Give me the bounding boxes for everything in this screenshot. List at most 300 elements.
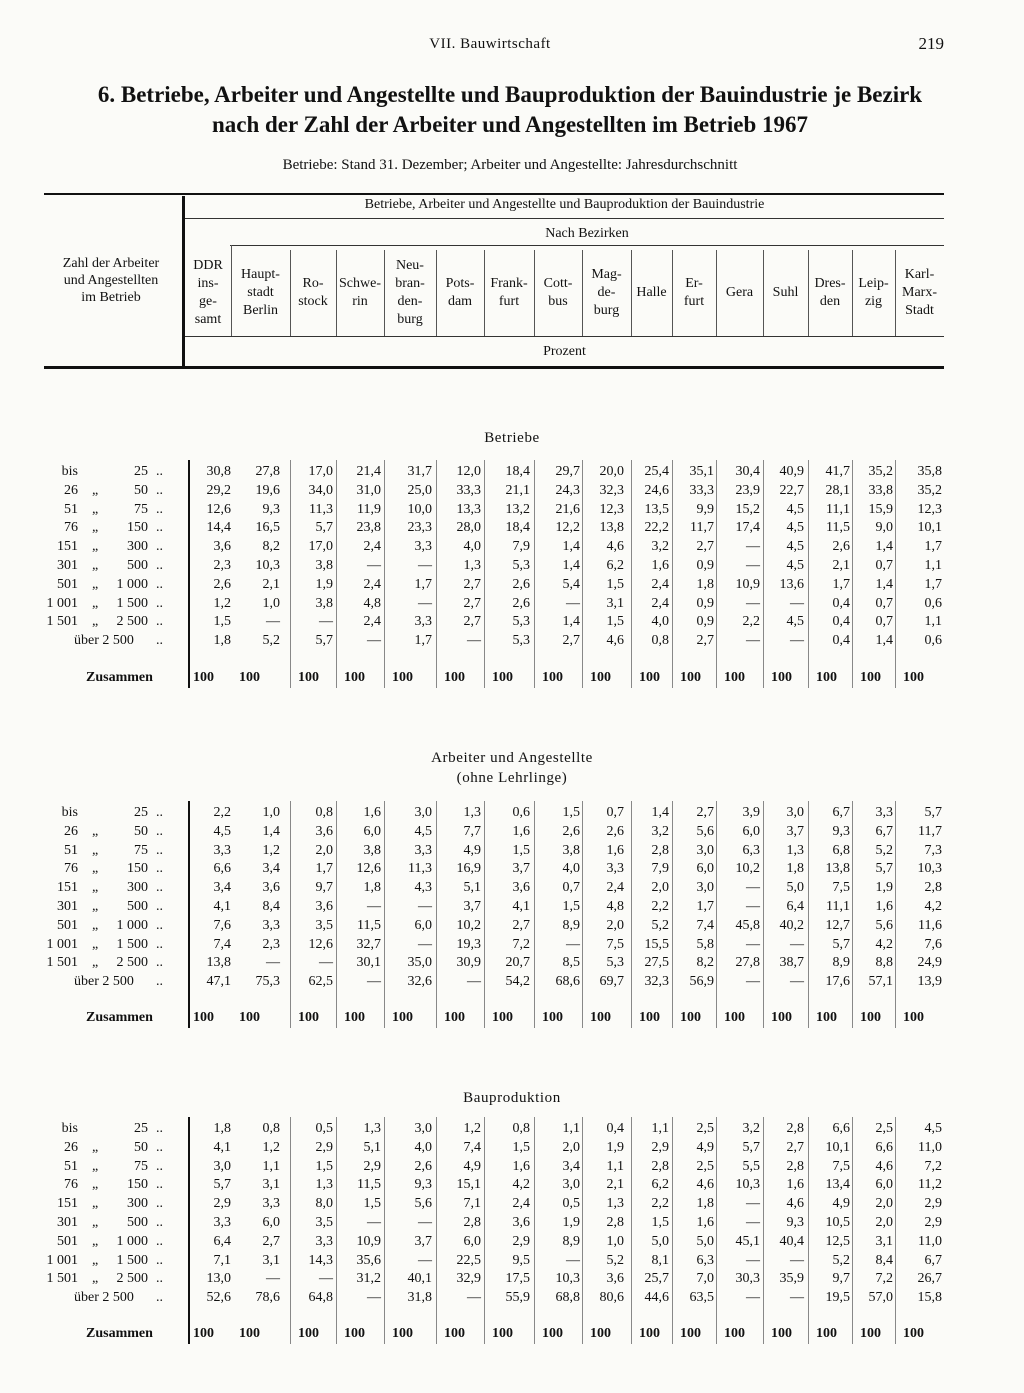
cell-cottbus: 2,7 <box>562 633 580 649</box>
cell-halle: 3,2 <box>651 823 669 839</box>
table-row <box>0 518 1024 537</box>
table-row <box>0 1213 1024 1232</box>
cell-halle: 22,2 <box>644 520 669 536</box>
cell-suhl: 40,9 <box>779 464 804 479</box>
total-berlin: 100 <box>239 670 260 685</box>
cell-cottbus: 1,9 <box>562 1215 580 1230</box>
cell-halle: 25,7 <box>644 1271 669 1287</box>
row-label <box>0 500 185 519</box>
row-label-part: .. <box>156 501 163 517</box>
cell-potsdam: 19,3 <box>456 936 481 952</box>
cell-schwerin: 1,3 <box>363 1121 381 1136</box>
cell-gera: — <box>746 1290 760 1306</box>
cell-gera: — <box>746 880 760 896</box>
cell-potsdam: 7,1 <box>463 1196 481 1212</box>
cell-magdeburg: 5,3 <box>606 955 624 971</box>
cell-potsdam: — <box>467 633 481 649</box>
cell-schwerin: 3,8 <box>363 842 381 858</box>
cell-rostock: 3,5 <box>315 917 333 933</box>
row-label-part: 75 <box>134 1158 148 1174</box>
cell-potsdam: 1,3 <box>463 558 481 573</box>
row-label-part: „ <box>92 842 99 858</box>
total-rostock: 100 <box>298 1010 319 1025</box>
cell-rostock: 14,3 <box>308 1252 333 1268</box>
cell-schwerin: 4,8 <box>363 595 381 611</box>
cell-dresden: 19,5 <box>825 1290 850 1306</box>
row-label-part: .. <box>156 1215 163 1230</box>
cell-dresden: 6,8 <box>832 842 850 858</box>
cell-leipzig: 1,4 <box>875 539 893 555</box>
cell-suhl: 4,6 <box>786 1196 804 1212</box>
row-label-part: „ <box>92 1271 99 1287</box>
total-cottbus: 100 <box>542 1010 563 1025</box>
section-title: Betriebe <box>484 430 540 446</box>
header-rule-1 <box>185 218 944 219</box>
total-dresden: 100 <box>816 1326 837 1341</box>
cell-erfurt: 2,7 <box>696 805 714 820</box>
cell-dresden: 5,7 <box>832 936 850 952</box>
col-header-separator <box>582 250 583 336</box>
cell-magdeburg: 3,3 <box>606 861 624 877</box>
row-label-part: .. <box>156 861 163 877</box>
cell-schwerin: — <box>367 1290 381 1306</box>
total-label: Zusammen <box>86 1010 153 1025</box>
cell-magdeburg: 0,4 <box>606 1121 624 1136</box>
cell-cottbus: 2,0 <box>562 1139 580 1155</box>
cell-ddr-insgesamt: 3,3 <box>213 1215 231 1230</box>
cell-erfurt: 0,9 <box>696 595 714 611</box>
cell-cottbus: 1,5 <box>562 899 580 914</box>
row-label <box>0 631 185 650</box>
row-label-part: 25 <box>134 805 148 820</box>
col-header-separator <box>384 250 385 336</box>
table-row <box>0 803 1024 822</box>
row-label <box>0 1251 185 1270</box>
cell-frankfurt: 18,4 <box>505 520 530 536</box>
row-label <box>0 897 185 916</box>
row-label <box>0 1288 185 1307</box>
row-label <box>0 803 185 822</box>
row-label-part: 1 001 <box>46 1252 78 1268</box>
row-label <box>0 878 185 897</box>
cell-berlin: 3,1 <box>262 1252 280 1268</box>
cell-berlin: — <box>266 1271 280 1287</box>
cell-suhl: 4,5 <box>786 501 804 517</box>
cell-neubrandenburg: 3,3 <box>414 614 432 630</box>
cell-frankfurt: 2,6 <box>512 595 530 611</box>
cell-berlin: 16,5 <box>255 520 280 536</box>
table-row <box>0 916 1024 935</box>
row-label-part: .. <box>156 880 163 896</box>
cell-leipzig: 35,2 <box>868 464 893 479</box>
cell-gera: 45,8 <box>735 917 760 933</box>
row-label-part: 50 <box>134 1139 148 1155</box>
row-label <box>0 1157 185 1176</box>
cell-berlin: 1,1 <box>262 1158 280 1174</box>
table-row <box>0 1251 1024 1270</box>
row-label-part: .. <box>156 539 163 555</box>
row-label-part: 50 <box>134 823 148 839</box>
cell-neubrandenburg: 9,3 <box>414 1177 432 1193</box>
table-row <box>0 612 1024 631</box>
cell-dresden: 0,4 <box>832 633 850 649</box>
cell-erfurt: 3,0 <box>696 842 714 858</box>
cell-potsdam: 22,5 <box>456 1252 481 1268</box>
cell-ddr-insgesamt: 2,6 <box>213 576 231 592</box>
cell-dresden: 28,1 <box>825 482 850 498</box>
cell-karl-marx-stadt: 35,2 <box>917 482 942 498</box>
cell-ddr-insgesamt: 13,8 <box>206 955 231 971</box>
cell-rostock: 8,0 <box>315 1196 333 1212</box>
cell-schwerin: 23,8 <box>356 520 381 536</box>
cell-neubrandenburg: 11,3 <box>408 861 432 877</box>
total-cottbus: 100 <box>542 1326 563 1341</box>
total-schwerin: 100 <box>344 1326 365 1341</box>
col-header-separator <box>895 250 896 336</box>
cell-erfurt: 2,7 <box>696 539 714 555</box>
row-label-part: .. <box>156 1139 163 1155</box>
cell-ddr-insgesamt: 1,5 <box>213 614 231 630</box>
total-potsdam: 100 <box>444 670 465 685</box>
cell-schwerin: — <box>367 1215 381 1230</box>
row-label-part: .. <box>156 974 163 990</box>
row-label-part: 51 <box>64 501 78 517</box>
row-label-part: 75 <box>134 842 148 858</box>
col-header-separator <box>484 250 485 336</box>
row-label-part: 1 000 <box>116 576 148 592</box>
cell-gera: 23,9 <box>735 482 760 498</box>
total-rostock: 100 <box>298 1326 319 1341</box>
total-gera: 100 <box>724 1010 745 1025</box>
col-header-separator <box>534 250 535 336</box>
cell-schwerin: 5,1 <box>363 1139 381 1155</box>
cell-potsdam: 2,7 <box>463 595 481 611</box>
row-label-part: 1 000 <box>116 917 148 933</box>
cell-gera: — <box>746 558 760 573</box>
cell-magdeburg: 80,6 <box>599 1290 624 1306</box>
row-label <box>0 594 185 613</box>
cell-halle: 5,0 <box>651 1233 669 1249</box>
cell-cottbus: 68,8 <box>555 1290 580 1306</box>
cell-magdeburg: 1,3 <box>606 1196 624 1212</box>
cell-karl-marx-stadt: 4,5 <box>924 1121 942 1136</box>
cell-neubrandenburg: 3,7 <box>414 1233 432 1249</box>
row-label-part: 76 <box>64 1177 78 1193</box>
cell-gera: 45,1 <box>735 1233 760 1249</box>
cell-halle: 2,0 <box>651 880 669 896</box>
cell-karl-marx-stadt: 1,7 <box>924 539 942 555</box>
row-label-part: „ <box>92 861 99 877</box>
unit-label: Prozent <box>543 344 586 359</box>
cell-erfurt: 7,0 <box>696 1271 714 1287</box>
col-header-separator <box>808 250 809 336</box>
cell-berlin: 1,4 <box>262 823 280 839</box>
total-label: Zusammen <box>86 1326 153 1341</box>
row-label-part: 501 <box>57 576 78 592</box>
cell-neubrandenburg: 3,3 <box>414 842 432 858</box>
row-label-part: über 2 500 <box>74 974 134 990</box>
cell-cottbus: 0,7 <box>562 880 580 896</box>
row-label-part: bis <box>61 805 78 820</box>
cell-magdeburg: 4,6 <box>606 633 624 649</box>
row-label-part: „ <box>92 614 99 630</box>
row-label-part: .. <box>156 464 163 479</box>
row-label-part: 500 <box>127 899 148 914</box>
cell-karl-marx-stadt: 12,3 <box>917 501 942 517</box>
row-label-part: „ <box>92 955 99 971</box>
cell-berlin: 0,8 <box>262 1121 280 1136</box>
cell-potsdam: — <box>467 974 481 990</box>
col-header-karl-marx-stadt: Karl- Marx- Stadt <box>902 267 937 318</box>
cell-magdeburg: 2,6 <box>606 823 624 839</box>
cell-schwerin: 11,5 <box>357 1177 381 1193</box>
cell-schwerin: 35,6 <box>356 1252 381 1268</box>
cell-potsdam: 4,9 <box>463 1158 481 1174</box>
row-label-part: „ <box>92 917 99 933</box>
cell-gera: — <box>746 974 760 990</box>
by-district-label: Nach Bezirken <box>545 226 629 241</box>
cell-karl-marx-stadt: 11,0 <box>918 1139 942 1155</box>
col-header-schwerin: Schwe- rin <box>339 276 381 309</box>
total-leipzig: 100 <box>860 1010 881 1025</box>
row-label-part: 150 <box>127 861 148 877</box>
cell-neubrandenburg: — <box>418 1215 432 1230</box>
cell-leipzig: 3,3 <box>875 805 893 820</box>
row-label-part: „ <box>92 501 99 517</box>
table-row <box>0 972 1024 991</box>
cell-halle: 4,0 <box>651 614 669 630</box>
cell-halle: 13,5 <box>644 501 669 517</box>
col-header-separator <box>631 250 632 336</box>
row-label <box>0 1232 185 1251</box>
total-erfurt: 100 <box>680 1010 701 1025</box>
table-title <box>40 80 980 140</box>
col-header-separator <box>336 250 337 336</box>
cell-gera: 17,4 <box>735 520 760 536</box>
total-halle: 100 <box>639 670 660 685</box>
row-label-part: .. <box>156 1252 163 1268</box>
cell-cottbus: 2,6 <box>562 823 580 839</box>
row-label-part: 76 <box>64 520 78 536</box>
cell-karl-marx-stadt: 15,8 <box>917 1290 942 1306</box>
cell-leipzig: 6,7 <box>875 823 893 839</box>
row-label-part: bis <box>61 464 78 479</box>
row-label <box>0 1119 185 1138</box>
cell-cottbus: 1,1 <box>562 1121 580 1136</box>
cell-berlin: 8,4 <box>262 899 280 914</box>
row-label <box>0 953 185 972</box>
cell-leipzig: 6,0 <box>875 1177 893 1193</box>
col-header-separator <box>852 250 853 336</box>
cell-gera: — <box>746 633 760 649</box>
cell-suhl: 40,2 <box>779 917 804 933</box>
row-label-part: 500 <box>127 1215 148 1230</box>
cell-suhl: 38,7 <box>779 955 804 971</box>
cell-suhl: 4,5 <box>786 614 804 630</box>
cell-berlin: 3,4 <box>262 861 280 877</box>
cell-ddr-insgesamt: 2,2 <box>213 805 231 820</box>
cell-potsdam: 7,4 <box>463 1139 481 1155</box>
table-row <box>0 631 1024 650</box>
cell-erfurt: 4,9 <box>696 1139 714 1155</box>
cell-karl-marx-stadt: 2,8 <box>924 880 942 896</box>
cell-neubrandenburg: 35,0 <box>407 955 432 971</box>
cell-magdeburg: 6,2 <box>606 558 624 573</box>
cell-schwerin: — <box>367 974 381 990</box>
cell-halle: 6,2 <box>651 1177 669 1193</box>
total-erfurt: 100 <box>680 1326 701 1341</box>
table-row <box>0 1138 1024 1157</box>
cell-cottbus: 3,8 <box>562 842 580 858</box>
cell-potsdam: — <box>467 1290 481 1306</box>
total-ddr-insgesamt: 100 <box>193 1010 214 1025</box>
cell-leipzig: 5,6 <box>875 917 893 933</box>
row-label-part: .. <box>156 633 163 649</box>
cell-erfurt: 7,4 <box>696 917 714 933</box>
cell-neubrandenburg: — <box>418 558 432 573</box>
cell-erfurt: 2,5 <box>696 1121 714 1136</box>
row-label-part: .. <box>156 595 163 611</box>
total-row <box>0 1324 1024 1343</box>
cell-rostock: 12,6 <box>308 936 333 952</box>
cell-potsdam: 33,3 <box>456 482 481 498</box>
total-neubrandenburg: 100 <box>392 1010 413 1025</box>
total-schwerin: 100 <box>344 670 365 685</box>
cell-frankfurt: 7,2 <box>512 936 530 952</box>
cell-gera: 6,0 <box>742 823 760 839</box>
header-rule-2 <box>230 245 944 246</box>
cell-potsdam: 1,2 <box>463 1121 481 1136</box>
row-label-part: 1 001 <box>46 595 78 611</box>
cell-neubrandenburg: 3,3 <box>414 539 432 555</box>
row-label-part: 25 <box>134 1121 148 1136</box>
cell-rostock: 3,8 <box>315 558 333 573</box>
row-label-part: „ <box>92 595 99 611</box>
row-label-part: „ <box>92 823 99 839</box>
cell-leipzig: 5,7 <box>875 861 893 877</box>
cell-cottbus: 21,6 <box>555 501 580 517</box>
cell-karl-marx-stadt: 7,2 <box>924 1158 942 1174</box>
cell-leipzig: 9,0 <box>875 520 893 536</box>
cell-magdeburg: 1,5 <box>606 576 624 592</box>
cell-potsdam: 2,7 <box>463 614 481 630</box>
cell-magdeburg: 2,4 <box>606 880 624 896</box>
cell-ddr-insgesamt: 4,1 <box>213 1139 231 1155</box>
cell-leipzig: 2,0 <box>875 1196 893 1212</box>
cell-neubrandenburg: 1,7 <box>414 576 432 592</box>
header-bottom-rule <box>44 366 944 369</box>
table-row <box>0 481 1024 500</box>
total-berlin: 100 <box>239 1010 260 1025</box>
col-header-leipzig: Leip- zig <box>858 276 889 309</box>
cell-suhl: 2,8 <box>786 1158 804 1174</box>
row-label-part: „ <box>92 1177 99 1193</box>
row-label-part: 51 <box>64 842 78 858</box>
cell-schwerin: 31,0 <box>356 482 381 498</box>
cell-gera: — <box>746 595 760 611</box>
cell-frankfurt: 2,9 <box>512 1233 530 1249</box>
cell-suhl: 9,3 <box>786 1215 804 1230</box>
cell-cottbus: 3,4 <box>562 1158 580 1174</box>
cell-berlin: 2,1 <box>262 576 280 592</box>
cell-berlin: 3,3 <box>262 917 280 933</box>
table-row <box>0 1175 1024 1194</box>
cell-rostock: 1,3 <box>315 1177 333 1193</box>
cell-halle: 8,1 <box>651 1252 669 1268</box>
cell-suhl: 13,6 <box>779 576 804 592</box>
cell-karl-marx-stadt: 1,7 <box>924 576 942 592</box>
total-gera: 100 <box>724 1326 745 1341</box>
cell-gera: 27,8 <box>735 955 760 971</box>
total-frankfurt: 100 <box>492 1326 513 1341</box>
cell-cottbus: — <box>566 595 580 611</box>
table-row <box>0 935 1024 954</box>
row-label-part: .. <box>156 823 163 839</box>
cell-cottbus: 12,2 <box>555 520 580 536</box>
cell-leipzig: 2,5 <box>875 1121 893 1136</box>
cell-dresden: 9,3 <box>832 823 850 839</box>
row-label-part: „ <box>92 576 99 592</box>
cell-schwerin: 6,0 <box>363 823 381 839</box>
cell-berlin: — <box>266 614 280 630</box>
row-label <box>0 537 185 556</box>
cell-potsdam: 28,0 <box>456 520 481 536</box>
row-label-part: .. <box>156 576 163 592</box>
cell-neubrandenburg: 2,6 <box>414 1158 432 1174</box>
row-label-part: 150 <box>127 1177 148 1193</box>
cell-suhl: — <box>790 1252 804 1268</box>
row-label-part: 75 <box>134 501 148 517</box>
cell-potsdam: 1,3 <box>463 805 481 820</box>
cell-halle: 32,3 <box>644 974 669 990</box>
cell-halle: 2,2 <box>651 1196 669 1212</box>
cell-gera: 5,5 <box>742 1158 760 1174</box>
cell-berlin: 1,2 <box>262 842 280 858</box>
row-label-part: 1 501 <box>46 955 78 971</box>
cell-ddr-insgesamt: 4,5 <box>213 823 231 839</box>
cell-berlin: 10,3 <box>255 558 280 573</box>
cell-ddr-insgesamt: 6,6 <box>213 861 231 877</box>
row-label-part: 300 <box>127 880 148 896</box>
row-label <box>0 972 185 991</box>
cell-halle: 0,8 <box>651 633 669 649</box>
cell-dresden: 12,5 <box>825 1233 850 1249</box>
cell-suhl: 2,8 <box>786 1121 804 1136</box>
row-label-part: über 2 500 <box>74 1290 134 1306</box>
cell-leipzig: 5,2 <box>875 842 893 858</box>
total-suhl: 100 <box>771 1010 792 1025</box>
row-label-part: .. <box>156 899 163 914</box>
cell-karl-marx-stadt: 11,7 <box>918 823 942 839</box>
cell-erfurt: 3,0 <box>696 880 714 896</box>
row-label-part: .. <box>156 482 163 498</box>
row-label <box>0 859 185 878</box>
row-label-part: .. <box>156 558 163 573</box>
total-potsdam: 100 <box>444 1010 465 1025</box>
total-frankfurt: 100 <box>492 1010 513 1025</box>
cell-suhl: 35,9 <box>779 1271 804 1287</box>
row-label-part: .. <box>156 1121 163 1136</box>
total-frankfurt: 100 <box>492 670 513 685</box>
cell-cottbus: 8,5 <box>562 955 580 971</box>
cell-berlin: 1,0 <box>262 805 280 820</box>
total-row <box>0 668 1024 687</box>
cell-cottbus: 8,9 <box>562 1233 580 1249</box>
cell-neubrandenburg: 5,6 <box>414 1196 432 1212</box>
table-subtitle: Betriebe: Stand 31. Dezember; Arbeiter und Angestellte: Jahresdurchschnitt <box>282 157 738 173</box>
cell-dresden: 11,1 <box>826 899 850 914</box>
cell-potsdam: 2,7 <box>463 576 481 592</box>
